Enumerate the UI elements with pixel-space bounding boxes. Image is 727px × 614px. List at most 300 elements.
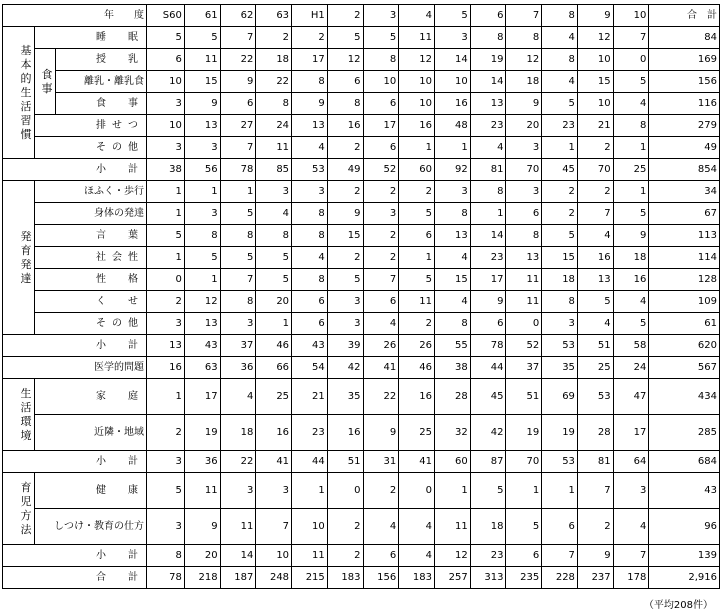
subgroup-label-food	[34, 49, 55, 115]
value-cell: 53	[542, 451, 578, 473]
value-cell: 53	[577, 379, 613, 415]
year-header: H1	[292, 5, 328, 27]
row-total-cell: 34	[649, 181, 720, 203]
value-cell: 44	[470, 357, 506, 379]
row-total-cell: 169	[649, 49, 720, 71]
value-cell: 16	[327, 115, 363, 137]
value-cell: 0	[399, 473, 435, 509]
value-cell: 5	[220, 247, 256, 269]
value-cell: 9	[327, 203, 363, 225]
value-cell: 14	[470, 225, 506, 247]
value-cell: 218	[184, 567, 220, 589]
value-cell: 23	[470, 115, 506, 137]
value-cell: 1	[147, 181, 185, 203]
total-header: 合 計	[649, 5, 720, 27]
value-cell: 10	[577, 49, 613, 71]
year-header: 2	[327, 5, 363, 27]
value-cell: 78	[220, 159, 256, 181]
row-label-sub4: 小 計	[3, 545, 147, 567]
value-cell: 2	[363, 247, 399, 269]
row-label-excretion: 排せつ	[34, 115, 146, 137]
value-cell: 4	[399, 545, 435, 567]
value-cell: 16	[399, 115, 435, 137]
value-cell: 9	[506, 93, 542, 115]
value-cell: 17	[613, 415, 649, 451]
value-cell: 48	[434, 115, 470, 137]
year-header: 8	[542, 5, 578, 27]
value-cell: 2	[542, 203, 578, 225]
value-cell: 3	[147, 313, 185, 335]
value-cell: 4	[292, 137, 328, 159]
value-cell: 16	[613, 269, 649, 291]
value-cell: 8	[506, 225, 542, 247]
value-cell: 6	[506, 545, 542, 567]
average-note: （平均208件）	[643, 600, 713, 611]
value-cell: 19	[470, 49, 506, 71]
value-cell: 49	[327, 159, 363, 181]
value-cell: 5	[147, 27, 185, 49]
value-cell: 2	[399, 313, 435, 335]
value-cell: 7	[613, 545, 649, 567]
value-cell: 11	[184, 49, 220, 71]
value-cell: 60	[434, 451, 470, 473]
value-cell: 313	[470, 567, 506, 589]
value-cell: 187	[220, 567, 256, 589]
value-cell: 1	[434, 473, 470, 509]
value-cell: 41	[363, 357, 399, 379]
value-cell: 8	[542, 291, 578, 313]
row-total-cell: 684	[649, 451, 720, 473]
value-cell: 5	[542, 93, 578, 115]
value-cell: 21	[292, 379, 328, 415]
value-cell: 8	[292, 71, 328, 93]
value-cell: 26	[399, 335, 435, 357]
value-cell: 8	[613, 115, 649, 137]
value-cell: 4	[434, 247, 470, 269]
value-cell: 21	[577, 115, 613, 137]
value-cell: 12	[184, 291, 220, 313]
value-cell: 6	[363, 291, 399, 313]
value-cell: 9	[220, 71, 256, 93]
value-cell: 4	[220, 379, 256, 415]
value-cell: 5	[399, 269, 435, 291]
year-header: 4	[399, 5, 435, 27]
value-cell: 1	[147, 203, 185, 225]
value-cell: 56	[184, 159, 220, 181]
table-row	[3, 415, 720, 451]
group-label-basic	[3, 27, 35, 159]
row-total-cell: 67	[649, 203, 720, 225]
table-row	[3, 225, 720, 247]
row-total-cell: 434	[649, 379, 720, 415]
value-cell: 28	[577, 415, 613, 451]
value-cell: 35	[327, 379, 363, 415]
value-cell: 2	[327, 509, 363, 545]
value-cell: 6	[292, 313, 328, 335]
table-row	[3, 71, 720, 93]
value-cell: 3	[506, 181, 542, 203]
value-cell: 16	[147, 357, 185, 379]
value-cell: 54	[292, 357, 328, 379]
row-label-nursing: 授 乳	[55, 49, 146, 71]
value-cell: 3	[147, 509, 185, 545]
value-cell: 1	[220, 181, 256, 203]
value-cell: 5	[470, 473, 506, 509]
value-cell: 8	[470, 27, 506, 49]
row-label-weaning: 離乳・離乳食	[55, 71, 146, 93]
row-total-cell: 109	[649, 291, 720, 313]
value-cell: 183	[327, 567, 363, 589]
value-cell: 25	[256, 379, 292, 415]
value-cell: 3	[542, 313, 578, 335]
value-cell: 13	[470, 93, 506, 115]
value-cell: 4	[434, 291, 470, 313]
value-cell: 2	[363, 473, 399, 509]
value-cell: 11	[399, 27, 435, 49]
value-cell: 6	[292, 291, 328, 313]
value-cell: 7	[220, 269, 256, 291]
value-cell: 4	[613, 509, 649, 545]
value-cell: 58	[613, 335, 649, 357]
value-cell: 5	[256, 247, 292, 269]
table-row	[3, 269, 720, 291]
value-cell: 15	[577, 71, 613, 93]
value-cell: 60	[399, 159, 435, 181]
row-total-cell: 116	[649, 93, 720, 115]
value-cell: 3	[327, 291, 363, 313]
value-cell: 46	[256, 335, 292, 357]
year-header: 7	[506, 5, 542, 27]
value-cell: 4	[292, 247, 328, 269]
value-cell: 2	[147, 415, 185, 451]
value-cell: 0	[506, 313, 542, 335]
value-cell: 52	[363, 159, 399, 181]
value-cell: 66	[256, 357, 292, 379]
year-header: 9	[577, 5, 613, 27]
value-cell: 36	[220, 357, 256, 379]
year-header: 5	[434, 5, 470, 27]
value-cell: 19	[506, 415, 542, 451]
row-label-habit: く せ	[34, 291, 146, 313]
header-row	[3, 5, 720, 27]
value-cell: 24	[613, 357, 649, 379]
value-cell: 16	[327, 415, 363, 451]
value-cell: 3	[147, 137, 185, 159]
value-cell: 11	[434, 509, 470, 545]
value-cell: 1	[184, 269, 220, 291]
value-cell: 5	[613, 203, 649, 225]
value-cell: 12	[506, 49, 542, 71]
value-cell: 5	[327, 27, 363, 49]
value-cell: 24	[256, 115, 292, 137]
table-row	[3, 93, 720, 115]
value-cell: 18	[542, 269, 578, 291]
value-cell: 5	[184, 27, 220, 49]
value-cell: 3	[434, 181, 470, 203]
value-cell: 15	[542, 247, 578, 269]
value-cell: 5	[613, 313, 649, 335]
value-cell: 11	[399, 291, 435, 313]
value-cell: 8	[147, 545, 185, 567]
row-label-meal: 食 事	[55, 93, 146, 115]
value-cell: 2	[577, 181, 613, 203]
value-cell: 5	[542, 225, 578, 247]
value-cell: 8	[292, 203, 328, 225]
value-cell: 23	[292, 415, 328, 451]
value-cell: 6	[363, 137, 399, 159]
value-cell: 70	[506, 159, 542, 181]
value-cell: 41	[256, 451, 292, 473]
value-cell: 42	[470, 415, 506, 451]
value-cell: 1	[434, 137, 470, 159]
value-cell: 11	[256, 137, 292, 159]
value-cell: 47	[613, 379, 649, 415]
value-cell: 12	[327, 49, 363, 71]
value-cell: 10	[399, 71, 435, 93]
value-cell: 13	[506, 247, 542, 269]
value-cell: 5	[184, 247, 220, 269]
value-cell: 2	[327, 545, 363, 567]
value-cell: 18	[506, 71, 542, 93]
value-cell: 8	[256, 225, 292, 247]
value-cell: 8	[470, 181, 506, 203]
value-cell: 2	[542, 181, 578, 203]
value-cell: 7	[613, 27, 649, 49]
value-cell: 10	[147, 71, 185, 93]
value-cell: 8	[542, 49, 578, 71]
group-label-env	[3, 379, 35, 451]
value-cell: 18	[613, 247, 649, 269]
value-cell: 3	[147, 451, 185, 473]
table-row	[3, 357, 720, 379]
value-cell: 63	[184, 357, 220, 379]
value-cell: 14	[470, 71, 506, 93]
value-cell: 23	[470, 545, 506, 567]
value-cell: 20	[184, 545, 220, 567]
value-cell: 20	[256, 291, 292, 313]
value-cell: 18	[470, 509, 506, 545]
value-cell: 6	[220, 93, 256, 115]
value-cell: 25	[399, 415, 435, 451]
year-header: 62	[220, 5, 256, 27]
group-label-text: 基本的生活習慣	[20, 43, 32, 141]
value-cell: 5	[399, 203, 435, 225]
value-cell: 3	[256, 473, 292, 509]
value-cell: 9	[292, 93, 328, 115]
row-total-cell: 620	[649, 335, 720, 357]
value-cell: 22	[220, 451, 256, 473]
value-cell: 8	[256, 93, 292, 115]
value-cell: 17	[470, 269, 506, 291]
value-cell: 5	[506, 509, 542, 545]
value-cell: 10	[434, 71, 470, 93]
table-row	[3, 473, 720, 509]
value-cell: 3	[434, 27, 470, 49]
value-cell: 6	[399, 225, 435, 247]
value-cell: 37	[220, 335, 256, 357]
value-cell: 16	[577, 247, 613, 269]
value-cell: 8	[292, 225, 328, 247]
value-cell: 25	[613, 159, 649, 181]
value-cell: 1	[256, 313, 292, 335]
value-cell: 46	[399, 357, 435, 379]
value-cell: 6	[363, 545, 399, 567]
value-cell: 8	[184, 225, 220, 247]
value-cell: 3	[613, 473, 649, 509]
value-cell: 43	[292, 335, 328, 357]
value-cell: 25	[577, 357, 613, 379]
value-cell: 5	[147, 225, 185, 247]
table-row	[3, 335, 720, 357]
value-cell: 11	[220, 509, 256, 545]
value-cell: 13	[577, 269, 613, 291]
value-cell: 10	[256, 545, 292, 567]
value-cell: 2	[363, 181, 399, 203]
group-label-text: 育児方法	[20, 480, 32, 536]
value-cell: 9	[577, 545, 613, 567]
row-total-cell: 43	[649, 473, 720, 509]
value-cell: 6	[363, 93, 399, 115]
value-cell: 5	[256, 269, 292, 291]
year-header: 3	[363, 5, 399, 27]
value-cell: 7	[577, 473, 613, 509]
row-total-cell: 96	[649, 509, 720, 545]
value-cell: 1	[613, 137, 649, 159]
value-cell: 6	[470, 313, 506, 335]
value-cell: 37	[506, 357, 542, 379]
value-cell: 6	[506, 203, 542, 225]
value-cell: 2	[363, 225, 399, 247]
value-cell: 2	[256, 27, 292, 49]
value-cell: 0	[147, 269, 185, 291]
value-cell: 22	[220, 49, 256, 71]
value-cell: 51	[327, 451, 363, 473]
value-cell: 10	[147, 115, 185, 137]
value-cell: 43	[184, 335, 220, 357]
value-cell: 45	[542, 159, 578, 181]
year-header: 63	[256, 5, 292, 27]
value-cell: 51	[577, 335, 613, 357]
value-cell: 1	[399, 137, 435, 159]
value-cell: 8	[327, 93, 363, 115]
value-cell: 2	[327, 247, 363, 269]
value-cell: 8	[363, 49, 399, 71]
value-cell: 6	[327, 71, 363, 93]
value-cell: 85	[256, 159, 292, 181]
value-cell: 1	[292, 473, 328, 509]
value-cell: 1	[147, 379, 185, 415]
value-cell: 2	[147, 291, 185, 313]
row-total-cell: 128	[649, 269, 720, 291]
row-label-medical: 医学的問題	[3, 357, 147, 379]
value-cell: 14	[434, 49, 470, 71]
group-label-text: 生活環境	[20, 386, 32, 442]
value-cell: 1	[184, 181, 220, 203]
value-cell: 81	[470, 159, 506, 181]
table-row	[3, 313, 720, 335]
value-cell: 156	[363, 567, 399, 589]
table-row	[3, 27, 720, 49]
value-cell: 3	[184, 203, 220, 225]
value-cell: 36	[184, 451, 220, 473]
value-cell: 39	[327, 335, 363, 357]
value-cell: 12	[434, 545, 470, 567]
row-total-cell: 279	[649, 115, 720, 137]
value-cell: 4	[399, 509, 435, 545]
value-cell: 3	[184, 137, 220, 159]
value-cell: 11	[184, 473, 220, 509]
value-cell: 44	[292, 451, 328, 473]
value-cell: 183	[399, 567, 435, 589]
value-cell: 31	[363, 451, 399, 473]
row-total-cell: 113	[649, 225, 720, 247]
value-cell: 257	[434, 567, 470, 589]
value-cell: 4	[542, 71, 578, 93]
table-row	[3, 49, 720, 71]
value-cell: 8	[506, 27, 542, 49]
value-cell: 16	[434, 93, 470, 115]
value-cell: 13	[292, 115, 328, 137]
value-cell: 1	[470, 203, 506, 225]
value-cell: 10	[292, 509, 328, 545]
value-cell: 26	[363, 335, 399, 357]
row-label-other1: その他	[34, 137, 146, 159]
row-total-cell: 2,916	[649, 567, 720, 589]
group-label-child	[3, 473, 35, 545]
value-cell: 23	[542, 115, 578, 137]
row-label-grand: 合 計	[3, 567, 147, 589]
subgroup-label-text: 食事	[41, 67, 53, 95]
value-cell: 16	[256, 415, 292, 451]
row-label-body: 身体の発達	[34, 203, 146, 225]
value-cell: 248	[256, 567, 292, 589]
value-cell: 13	[147, 335, 185, 357]
table-row	[3, 509, 720, 545]
year-header: S60	[147, 5, 185, 27]
value-cell: 228	[542, 567, 578, 589]
value-cell: 1	[542, 137, 578, 159]
row-label-sub2: 小 計	[3, 335, 147, 357]
value-cell: 15	[184, 71, 220, 93]
year-header: 10	[613, 5, 649, 27]
value-cell: 5	[327, 269, 363, 291]
value-cell: 45	[470, 379, 506, 415]
value-cell: 3	[506, 137, 542, 159]
value-cell: 215	[292, 567, 328, 589]
row-total-cell: 285	[649, 415, 720, 451]
value-cell: 11	[292, 545, 328, 567]
value-cell: 9	[363, 415, 399, 451]
table-row	[3, 451, 720, 473]
value-cell: 5	[147, 473, 185, 509]
value-cell: 52	[506, 335, 542, 357]
row-total-cell: 567	[649, 357, 720, 379]
value-cell: 19	[542, 415, 578, 451]
value-cell: 4	[613, 291, 649, 313]
value-cell: 17	[292, 49, 328, 71]
value-cell: 35	[542, 357, 578, 379]
value-cell: 10	[577, 93, 613, 115]
value-cell: 16	[399, 379, 435, 415]
value-cell: 18	[220, 415, 256, 451]
year-header: 61	[184, 5, 220, 27]
value-cell: 5	[363, 27, 399, 49]
value-cell: 8	[220, 291, 256, 313]
value-cell: 32	[434, 415, 470, 451]
value-cell: 70	[506, 451, 542, 473]
value-cell: 41	[399, 451, 435, 473]
row-label-nature: 性 格	[34, 269, 146, 291]
